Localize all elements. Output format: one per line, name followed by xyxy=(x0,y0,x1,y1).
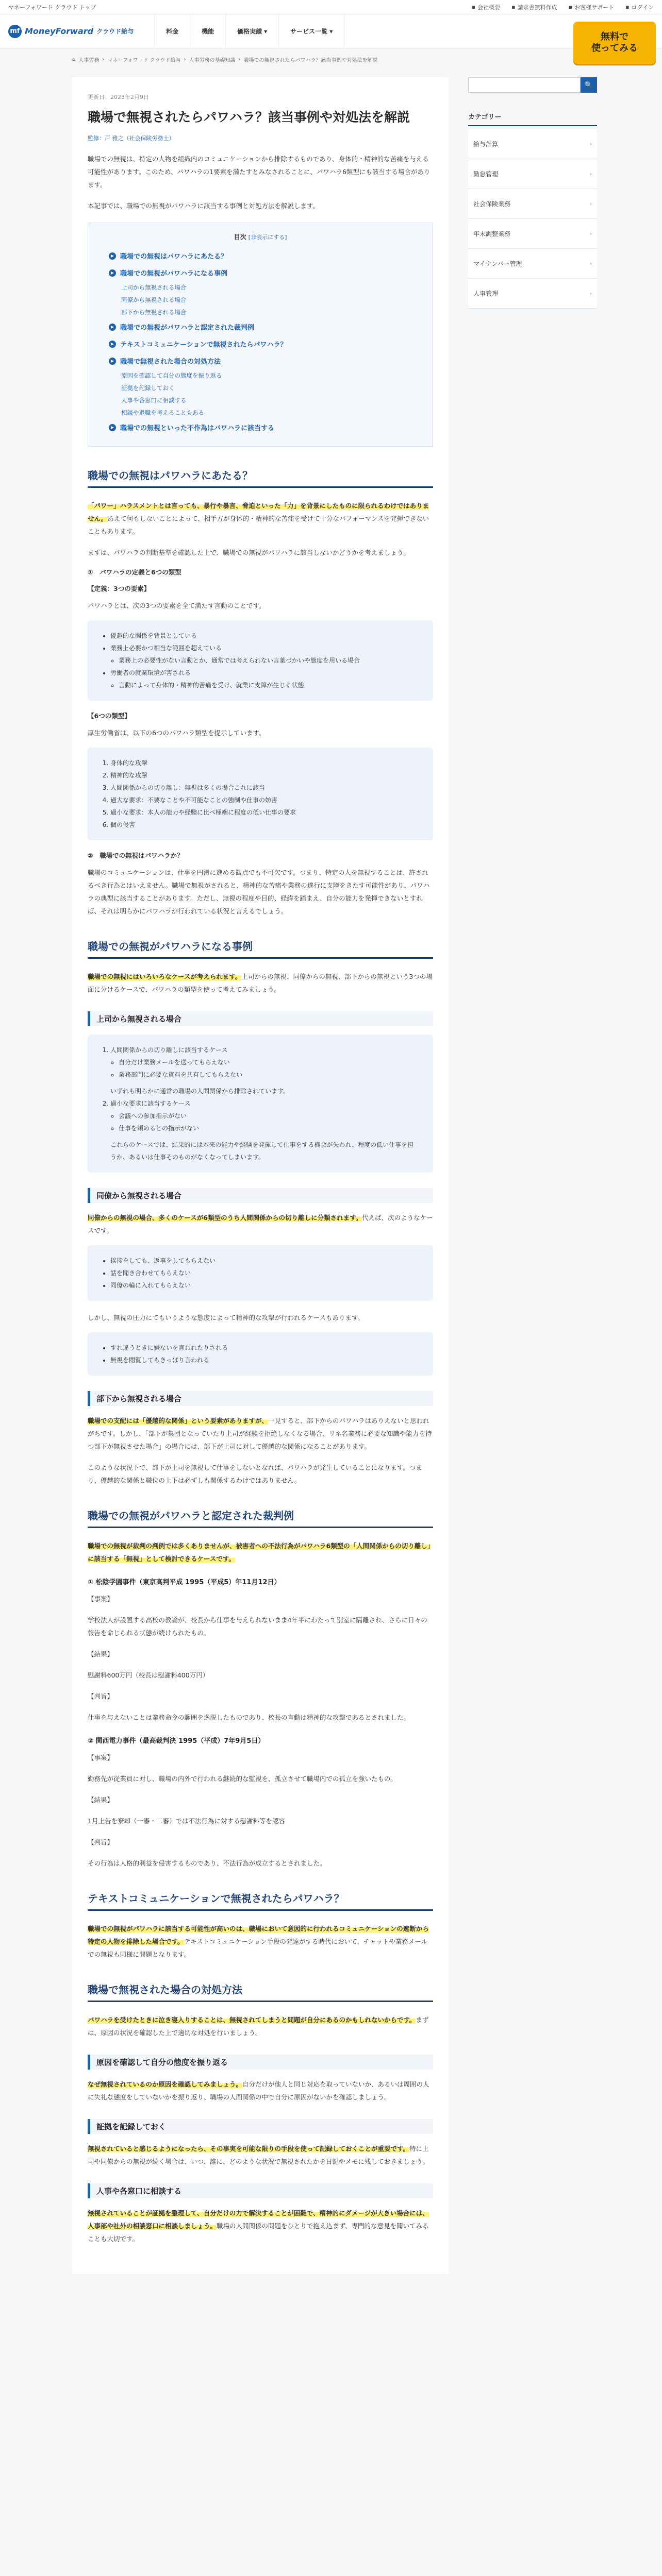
chevron-right-icon: › xyxy=(589,260,592,267)
box-note: これらのケースでは、結果的には本来の能力や経験を発揮して仕事をする機会が失われ、程度の低い仕事を担うか、あるいは仕事そのものがなくなってしまいます。 xyxy=(110,1141,414,1161)
nav-item-cases[interactable]: 価格実績 ▾ xyxy=(225,14,278,48)
body-paragraph: 1月上告を棄却（一審・二審）では不法行為に対する慰謝料等を認容 xyxy=(88,1817,285,1825)
list-subitem: ◦ 自分だけ業務メールを送ってもらえない xyxy=(119,1056,420,1069)
body-paragraph: このような状況下で、部下が上司を無視して仕事をしないとなれば、パワハラが発生していることになります。つまり、優越的な関係と職位の上下は必ずしも関係するわけではありません。 xyxy=(88,1464,422,1485)
list-item: • 同僚の輪に入れてもらえない xyxy=(110,1279,420,1292)
list-item: • 挨拶をしても、返事をしてもらえない xyxy=(110,1255,420,1267)
nav-item-features[interactable]: 機能 xyxy=(190,14,225,48)
breadcrumb-current: 職場での無視されたらパワハラ？該当事例や対処法を解説 xyxy=(243,57,378,63)
body-paragraph: 無視されていることが証拠を整理して、自分だけの力で解決することが困難で、精神的にダメージが大きい場合には、人事部や社外の相談窓口に相談しましょう。職場の人間関係の問題をひとりで抱え込まず、専門的な意見を聞いてみることも大切です。 xyxy=(88,2209,429,2243)
subsection-heading: 部下から無視される場合 xyxy=(88,1391,433,1406)
category-item[interactable]: マイナンバー管理 › xyxy=(468,249,597,279)
category-item[interactable]: 勤怠管理 › xyxy=(468,159,597,189)
logo-mark-icon: mf xyxy=(8,25,22,38)
toc-link[interactable]: ▶ 職場で無視された場合の対処方法 xyxy=(109,352,412,369)
section-heading: 職場での無視がパワハラと認定された裁判例 xyxy=(88,1507,433,1528)
list-item: 1. 身体的な攻撃 xyxy=(110,757,420,769)
logo-text: MoneyForward xyxy=(25,26,94,36)
case-label: 【判旨】 xyxy=(88,1838,114,1846)
page-title: 職場で無視されたらパワハラ？該当事例や対処法を解説 xyxy=(88,110,410,125)
intro-paragraph: 本記事では、職場での無視がパワハラに該当する事例と対処方法を解説します。 xyxy=(88,202,320,210)
category-item[interactable]: 社会保険業務 › xyxy=(468,189,597,219)
body-paragraph: 職場のコミュニケーションは、仕事を円滑に進める観点でも不可欠です。つまり、特定の人を無視することは、許されるべき行為とはいえません。職場で無視がされると、精神的な苦痛や業務の遂行に支障をきたす可能性があり、パワハラの典型に該当することがあります。ただし、無視の程度や目的、経緯を踏まえ、自分の能力を発揮できないとすれば、それは明らかにパワハラが行われている状況と言えるでしょう。 xyxy=(88,869,430,916)
body-paragraph: 職場での無視にはいろいろなケースが考えられます。上司からの無視、同僚からの無視、部下からの無視という3つの場面に分けるケースで、パワハラの類型を使って考えてみましょう。 xyxy=(88,973,433,994)
breadcrumb-item[interactable]: 人事労務の基礎知識 xyxy=(189,57,236,63)
toc-link[interactable]: ▶ 職場での無視がパワハラと認定された裁判例 xyxy=(109,318,412,335)
breadcrumb: ⌂ 人事労務 › マネーフォワード クラウド給与 › 人事労務の基礎知識 › 職場での無視されたらパワハラ？該当事例や対処法を解説 xyxy=(0,48,662,70)
category-item[interactable]: 給与計算 › xyxy=(468,129,597,159)
chevron-right-icon: › xyxy=(589,230,592,237)
toc-sublink[interactable]: 人事や各窓口に相談する xyxy=(121,397,187,404)
section-heading: 職場で無視された場合の対処方法 xyxy=(88,1981,433,2002)
toc-link[interactable]: ▶ 職場での無視がパワハラになる事例 xyxy=(109,264,412,281)
definition-box xyxy=(88,620,433,701)
list-subitem: ◦ 業務部門に必要な資料を共有してもらえない xyxy=(119,1069,420,1081)
list-subitem: ◦ 言動によって身体的・精神的苦痛を受け、就業に支障が生じる状態 xyxy=(119,679,420,691)
list-item: • 業務上必要かつ相当な範囲を超えている xyxy=(110,642,420,654)
section-heading: 職場での無視がパワハラになる事例 xyxy=(88,938,433,959)
global-nav xyxy=(154,14,344,48)
types-box xyxy=(88,748,433,840)
search-button[interactable]: 🔍 xyxy=(581,77,597,93)
search-form xyxy=(468,77,597,93)
site-header xyxy=(0,14,662,54)
top-utility-bar xyxy=(0,0,662,14)
body-paragraph: 職場での支配には「優越的な関係」という要素がありますが、一見すると、部下からのパワハラはありえないと思われがちです。しかし、「部下が集団となっていたり上司が経験を拒絶しなくなる場合、リネ名業務に必要な知識や能力を持つ部下が無視させた場合」の場合には、部下が上司に対して優越的な関係になることがあります。 xyxy=(88,1417,432,1451)
case-label: 【結果】 xyxy=(88,1650,114,1658)
list-item: • 優越的な関係を背景としている xyxy=(110,630,420,642)
category-title: カテゴリー xyxy=(468,111,597,126)
utility-link-invoice[interactable]: ▪ 請求書無料作成 xyxy=(511,4,557,11)
intro-paragraph: 職場での無視は、特定の人物を組織内のコミュニケーションから排除するものであり、身体的・精神的な苦痛を与える可能性があります。このため、パワハラの1要素を満たすとみなされることに、パワハラ6類型にも該当する場合があります。 xyxy=(88,155,431,189)
category-item[interactable]: 人事管理 › xyxy=(468,279,597,309)
definition-label: 【定義：3つの要素】 xyxy=(88,585,151,593)
toc-sublink[interactable]: 証拠を記録しておく xyxy=(121,384,175,392)
toc-link[interactable]: ▶ 職場での無視はパワハラにあたる？ xyxy=(109,247,412,264)
subsection-label: ② 職場での無視はパワハラか？ xyxy=(88,852,184,860)
example-box xyxy=(88,1332,433,1376)
chevron-right-icon: › xyxy=(589,290,592,297)
list-item: • 無視を閲覧してもきっぱり言われる xyxy=(110,1354,420,1366)
search-input[interactable] xyxy=(468,77,581,93)
chevron-down-icon: ▾ xyxy=(264,27,268,35)
box-note: いずれも明らかに通常の職場の人間関係から排除されています。 xyxy=(110,1088,290,1095)
example-box xyxy=(88,1245,433,1301)
site-logo[interactable] xyxy=(8,25,134,38)
toc-toggle[interactable]: [非表示にする] xyxy=(248,234,287,241)
list-subitem: ◦ 仕事を頼めるとの指示がない xyxy=(119,1122,420,1134)
list-item: 5. 過小な要求：本人の能力や経験に比べ極端に程度の低い仕事の要求 xyxy=(110,806,420,819)
chevron-right-icon: › xyxy=(589,171,592,177)
section-heading: 職場での無視はパワハラにあたる？ xyxy=(88,467,433,488)
body-paragraph: しかし、無視の圧力にてもいうような態度によって精神的な攻撃が行われるケースもあります。 xyxy=(88,1314,364,1322)
case-label: 【判旨】 xyxy=(88,1692,114,1701)
case-label: 【事案】 xyxy=(88,1754,114,1762)
case-heading: ① 松陰学園事件（東京高判平成 1995（平成5）年11月12日） xyxy=(88,1579,281,1587)
toc-sublink[interactable]: 部下から無視される場合 xyxy=(121,309,187,316)
body-paragraph: その行為は人格的利益を侵害するものであり、不法行為が成立するとされました。 xyxy=(88,1859,326,1868)
list-item: • 話を聞き合わせてもらえない xyxy=(110,1267,420,1279)
nav-item-services[interactable]: サービス一覧 ▾ xyxy=(278,14,344,48)
chevron-down-icon: ▾ xyxy=(329,27,333,35)
subsection-heading: 上司から無視される場合 xyxy=(88,1011,433,1026)
subsection-heading: 同僚から無視される場合 xyxy=(88,1188,433,1203)
case-heading: ② 関西電力事件（最高裁判決 1995（平成）7年9月5日） xyxy=(88,1737,265,1745)
article-main xyxy=(72,77,449,2274)
body-paragraph: 職場での無視がパワハラに該当する可能性が高いのは、職場において意図的に行われるコミュニケーションの遮断から特定の人物を排除した場合です。テキストコミュニケーション手段の発達がする時代において、チャットや業務メールでの無視も同様に問題となります。 xyxy=(88,1925,429,1959)
subsection-heading: 証拠を記録しておく xyxy=(88,2119,433,2134)
toc-link[interactable]: ▶ テキストコミュニケーションで無視されたらパワハラ？ xyxy=(109,335,412,352)
utility-link-login[interactable]: ▪ ログイン xyxy=(625,4,654,11)
types-label: 【6つの類型】 xyxy=(88,712,131,720)
list-subitem: ◦ 業務上の必要性がない言動とか、通常では考えられない言葉づかいや態度を用いる場合 xyxy=(119,654,420,667)
toc-title: 目次 [非表示にする] xyxy=(234,233,287,241)
body-paragraph: 「パワー」ハラスメントとは言っても、暴行や暴言、脅迫といった「力」を背景にしたものに限られるわけではありません。あえて何もしないことによって、相手方が身体的・精神的な苦痛を受けて十分なパフォーマンスを発揮できないこともあります。 xyxy=(88,502,429,536)
toc-sublink[interactable]: 上司から無視される場合 xyxy=(121,284,187,292)
utility-link-company[interactable]: ▪ 会社概要 xyxy=(471,4,501,11)
breadcrumb-item[interactable]: マネーフォワード クラウド給与 xyxy=(107,57,181,63)
list-item: 4. 過大な要求：不要なことや不可能なことの強制や仕事の妨害 xyxy=(110,794,420,806)
subsection-heading: 人事や各窓口に相談する xyxy=(88,2183,433,2198)
section-heading: テキストコミュニケーションで無視されたらパワハラ？ xyxy=(88,1890,433,1911)
subsection-label: ① パワハラの定義と6つの類型 xyxy=(88,568,181,577)
nav-item-pricing[interactable]: 料金 xyxy=(154,14,190,48)
list-item: • 労働者の就業環境が害される xyxy=(110,667,420,679)
body-paragraph: 職場での無視が裁判の判例では多くありませんが、被害者への不法行為がパワハラ6類型の「人間関係からの切り離し」に該当する「無視」として検討できるケースです。 xyxy=(88,1542,431,1563)
list-item: 2. 精神的な攻撃 xyxy=(110,769,420,782)
body-paragraph: パワハラとは、次の3つの要素を全て満たす言動のことです。 xyxy=(88,602,266,610)
case-label: 【結果】 xyxy=(88,1796,114,1804)
body-paragraph: まずは、パワハラの判断基準を確認した上で、職場での無視がパワハラに該当しないかどうかを考えましょう。 xyxy=(88,549,410,557)
body-paragraph: 仕事を与えないことは業務命令の範囲を逸脱したものであり、校長の言動は精神的な攻撃であるとされました。 xyxy=(88,1714,410,1722)
chevron-right-icon: › xyxy=(589,141,592,147)
list-item: 2. 過小な要求に該当するケース xyxy=(110,1097,420,1110)
body-paragraph: 無視されていると感じるようになったら、その事実を可能な限りの手段を使って記録しておくことが重要です。特に上司や同僚からの無視が続く場合は、いつ、誰に、どのような状況で無視されたかを日記やメモに残しておきましょう。 xyxy=(88,2145,429,2166)
list-item: • すれ違うときに嫌ないを言われたりされる xyxy=(110,1342,420,1354)
case-label: 【事案】 xyxy=(88,1595,114,1603)
body-paragraph: 厚生労働省は、以下の6つのパワハラ類型を提示しています。 xyxy=(88,729,266,737)
logo-subtext: クラウド給与 xyxy=(96,28,134,35)
article-author[interactable]: 監修：戸 雅之（社会保険労務士） xyxy=(88,135,175,142)
body-paragraph: なぜ無視されているのか原因を確認してみましょう。自分だけが他人と同じ対応を取っていないか、あるいは周囲の人に失礼な態度をしていないかを振り返り、職場の人間関係の中で自分に原因がないかを確認しましょう。 xyxy=(88,2080,429,2102)
article-date: 更新日：2023年2月9日 xyxy=(88,94,149,100)
home-icon[interactable]: ⌂ xyxy=(72,56,76,62)
body-paragraph: 慰謝料600万円（校長は慰謝料400万円） xyxy=(88,1671,209,1680)
body-paragraph: パワハラを受けたときに泣き寝入りすることは、無視されてしまうと問題が自分にあるのかもしれないからです。まずは、原因の状況を確認した上で適切な対処を行いましょう。 xyxy=(88,2016,429,2037)
utility-links xyxy=(472,3,654,11)
list-item: 3. 人間関係からの切り離し：無視は多くの場合これに該当 xyxy=(110,782,420,794)
body-paragraph: 勤務先が従業員に対し、職場の内外で行われる継続的な監視を、孤立させて職場内での孤立を強いたもの。 xyxy=(88,1775,397,1783)
table-of-contents xyxy=(88,223,433,447)
list-item: 6. 個の侵害 xyxy=(110,819,420,831)
body-paragraph: 同僚からの無視の場合、多くのケースが6類型のうち人間関係からの切り離しに分類されます。代えば、次のようなケースです。 xyxy=(88,1214,433,1235)
utility-link-support[interactable]: ▪ お客様サポート xyxy=(568,4,615,11)
list-item: 1. 人間関係からの切り離しに該当するケース xyxy=(110,1044,420,1056)
free-trial-button[interactable]: 無料で 使ってみる xyxy=(573,22,656,64)
sidebar xyxy=(468,77,597,2274)
toc-link[interactable]: ▶ 職場での無視といった不作為はパワハラに該当する xyxy=(109,419,412,436)
body-paragraph: 学校法人が設置する高校の教諭が、校長から仕事を与えられないまま4年半にわたって別室に隔離され、さらに日々の報告を命じられる状態が続けられたもの。 xyxy=(88,1616,427,1637)
list-subitem: ◦ 会議への参加指示がない xyxy=(119,1110,420,1122)
example-box xyxy=(88,1035,433,1173)
subsection-heading: 原因を確認して自分の態度を振り返る xyxy=(88,2055,433,2070)
toc-sublink[interactable]: 相談や退職を考えることもある xyxy=(121,409,204,417)
toc-sublink[interactable]: 原因を確認して自分の態度を振り返る xyxy=(121,372,222,380)
toc-sublink[interactable]: 同僚から無視される場合 xyxy=(121,296,187,304)
category-item[interactable]: 年末調整業務 › xyxy=(468,219,597,249)
brand-top-link[interactable]: マネーフォワード クラウド トップ xyxy=(8,4,96,11)
breadcrumb-item[interactable]: 人事労務 xyxy=(78,57,100,63)
chevron-right-icon: › xyxy=(589,200,592,207)
